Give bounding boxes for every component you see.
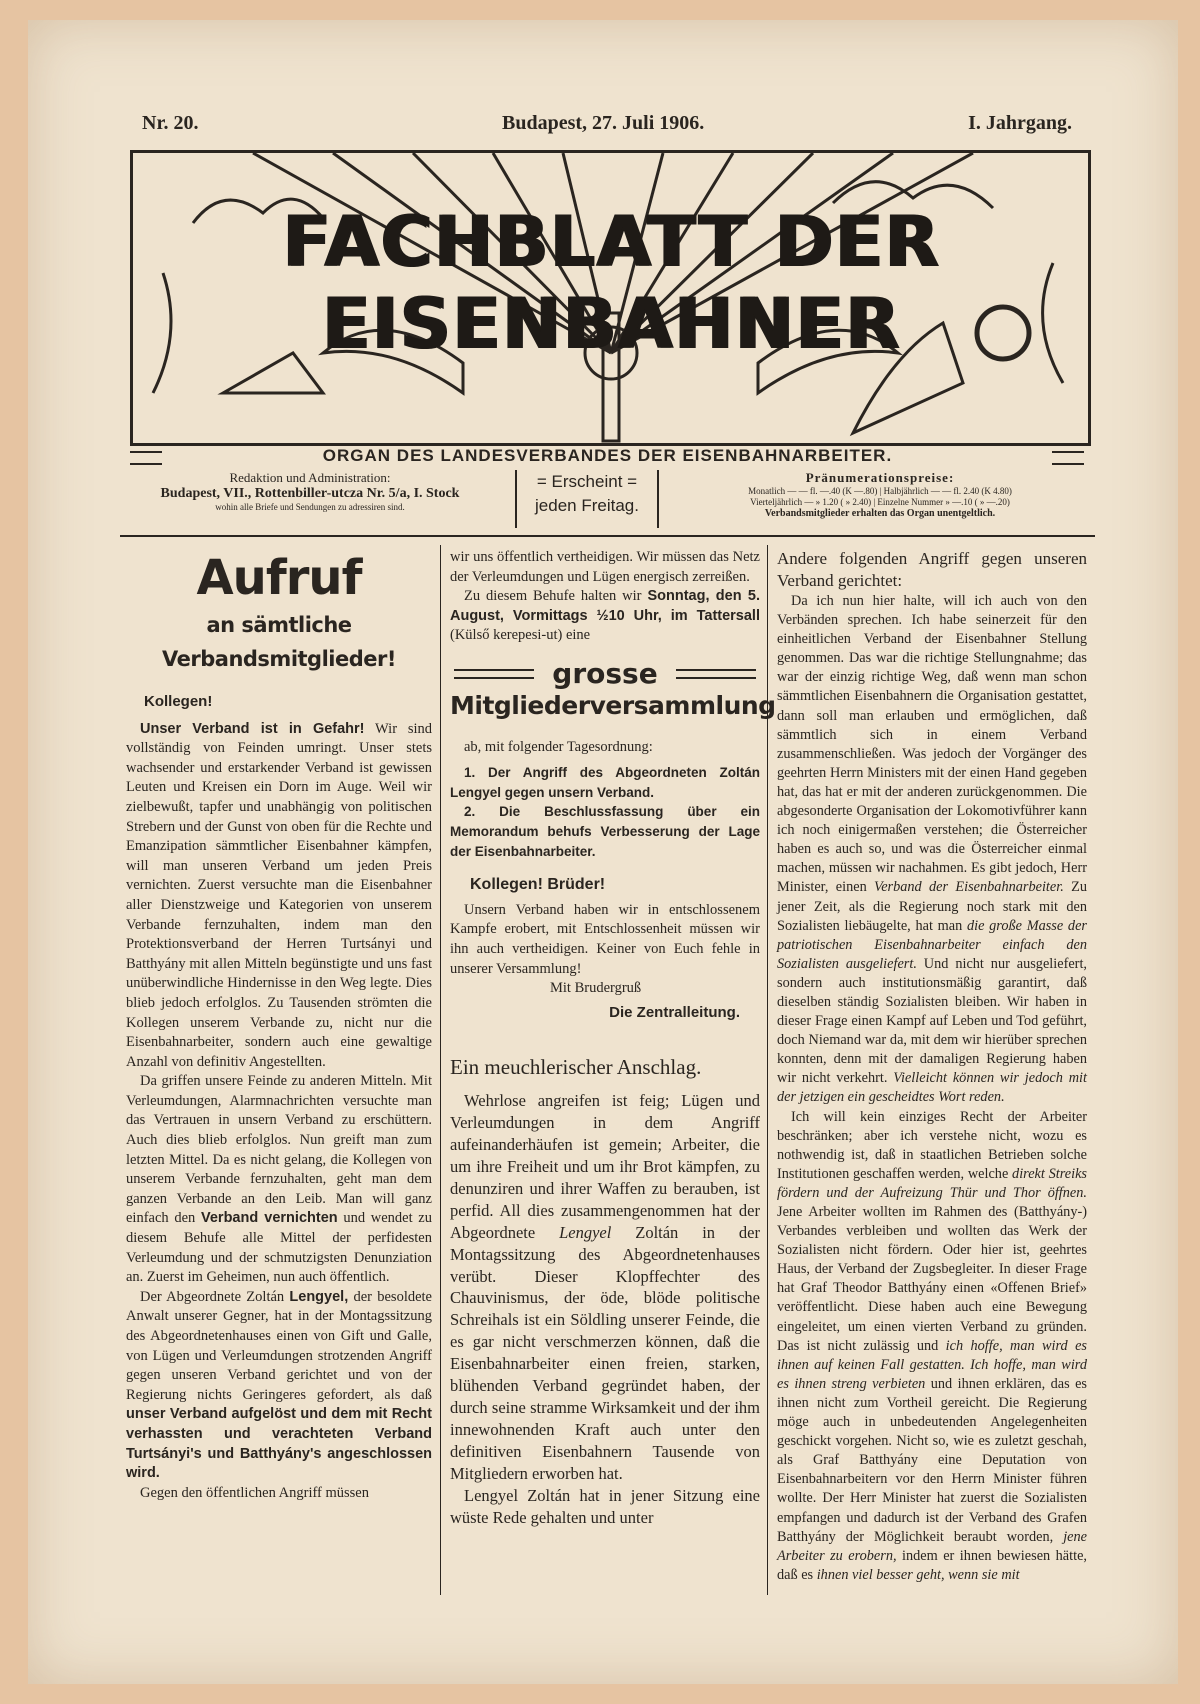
italic-run: Vielleicht können wir jedoch mit der jetzigen ein gescheidtes Wort reden. bbox=[777, 1070, 1088, 1106]
rule-ornament bbox=[454, 669, 534, 679]
paragraph: Andere folgenden Angriff gegen unseren Verband gerichtet: bbox=[777, 549, 1087, 590]
freitag-label: jeden Freitag. bbox=[535, 496, 639, 515]
text-run: Wehrlose angreifen ist feig; Lügen und Verleumdungen in dem Angriff aufeinanderhäufen ist gemein; Arbeiter, die um ihre Freiheit und um ihr Brot kämpfen, zu denunziren und ihrer Waffen zu berauben, ist perfid. All dies zusammengenommen hat der Abgeordnete bbox=[450, 1091, 760, 1242]
grosse-heading bbox=[450, 656, 760, 690]
article-title: Ein meuchlerischer Anschlag. bbox=[450, 1055, 702, 1080]
address-note: wohin alle Briefe und Sendungen zu adressiren sind. bbox=[215, 502, 405, 512]
paragraph bbox=[450, 587, 760, 646]
paragraph bbox=[777, 592, 1087, 1108]
paragraph bbox=[450, 1090, 760, 1484]
text-run: (Külső kerepesi-ut) eine bbox=[450, 627, 591, 644]
text-run: Wir sind vollständig von Feinden umringt. Unser stets wachsender und erstarkender Verband ist gewissen Leuten und Kreisen ein Dorn im Auge. Weil wir zielbewußt, tapfer und unabhängig von politischen Strebern und der Gunst von oben für die Rechte und Emanzipation sämmtlicher Eisenbahner kämpfen, will man unseren Verband um jeden Preis vernichten. Zuerst versuchte man die Eisenbahner aller Dienstzweige und Kategorien von unserem Verbande fernzuhalten, indem man den Protektionsverband der Herren Turtsányi und Batthyány mit allen Mitteln begünstigte und uns fast unüberwindliche Hindernisse in den Weg legte. Dies blieb jedoch erfolglos. Zu Tausenden strömten die Kollegen unserem Verbande zu, nicht nur die Eisenbahnarbeiter, sondern auch eine gewaltige Anzahl von definitiv Angestellten. bbox=[126, 720, 432, 1070]
text-run: Ich will kein einziges Recht der Arbeiter beschränken; aber ich verstehe nicht, wozu es nothwendig ist, daß in staatlichen Betrieben solche Institutionen geschaffen werden, welche bbox=[777, 1108, 1087, 1182]
bold-run: Unser Verband ist in Gefahr! bbox=[140, 720, 365, 737]
italic-run: jene Arbeiter zu erobern, bbox=[777, 1528, 1087, 1564]
masthead-banner bbox=[130, 150, 1091, 446]
paragraph: wir uns öffentlich vertheidigen. Wir müssen das Netz der Verleumdungen und Lügen energisch zerreißen. bbox=[450, 549, 760, 585]
text-run: und ihnen erklären, das es ihnen nicht zum Vortheil gereicht. Die Regierung möge auch in unbedeutenden Angelegenheiten geschickt vorgehen. Nicht so, wie es zuletzt geschah, als Graf Batthyány eine Deputation von Eisenbahnarbeitern vor den Herrn Minister führen wollte. Der Herr Minister hat zuerst die Sozialisten empfangen und dadurch ist der Verband des Grafen Batthyány der Möglichkeit beraubt worden, bbox=[777, 1375, 1087, 1545]
italic-run: die große Masse der patriotischen Eisenbahnarbeiter einfach den Sozialisten ausgeliefert. bbox=[777, 917, 1087, 972]
aufruf-subtitle: an sämtliche Verbandsmitglieder! bbox=[162, 613, 396, 671]
paragraph: Gegen den öffentlichen Angriff müssen bbox=[140, 1484, 369, 1501]
erscheint-label: = Erscheint = bbox=[536, 472, 638, 491]
column-2 bbox=[450, 548, 776, 1528]
versammlung-heading: Mitgliederversammlung bbox=[450, 690, 776, 720]
prices-row-2: Vierteljährlich — » 1.20 ( » 2.40) | Einzelne Nummer » —.10 ( » —.20) bbox=[750, 497, 1010, 507]
agenda-intro: ab, mit folgender Tagesordnung: bbox=[464, 738, 653, 755]
editorial-address bbox=[120, 470, 500, 512]
rule-ornament bbox=[676, 669, 756, 679]
signature: Die Zentralleitung. bbox=[609, 1003, 740, 1021]
text-run: Jene Arbeiter wollten im Rahmen des (Batthyány-) Verbandes verbleiben und wollten das Werk der Sozialisten nicht fördern. Oder hier ist, geehrtes Haus, der Verband der Zugsbegleiter. In dieser Frage hat Graf Theodor Batthyány einen «Offenen Brief» veröffentlicht. Diese haben auch eine Bewegung eingeleitet, um einen vierten Verband zu gründen. Das ist nicht zulässig und bbox=[777, 1204, 1087, 1354]
info-bar bbox=[120, 470, 1095, 530]
text-run: Zu jener Zeit, als die Regierung noch stark mit den Sozialisten liebäugelte, hat man bbox=[777, 879, 1087, 934]
paragraph bbox=[126, 1288, 432, 1484]
prices-title: Pränumerationspreise: bbox=[805, 470, 955, 485]
article-body bbox=[450, 1090, 760, 1528]
italic-run: ich hoffe, man wird es ihnen auf keinen Fall gestatten. Ich hoffe, man wird es ihnen streng verbieten bbox=[777, 1337, 1087, 1392]
text-run: indem er ihnen bewiesen hätte, daß es bbox=[777, 1547, 1087, 1583]
text-run: Zu diesem Behufe halten wir bbox=[464, 588, 648, 605]
text-run: der besoldete Anwalt unserer Gegner, hat in der Montagssitzung des Abgeordnetenhauses einen von Gift und Galle, von Lügen und Verleumdungen strotzenden Angriff gegen unseren Verband gerichtet und von der Regierung nichts Geringeres gefordert, als daß bbox=[126, 1288, 432, 1403]
text-run: Zoltán in der Montagssitzung des Abgeordnetenhauses verübt. Dieser Klopffechter des Chauvinismus, der öde, blöde politische Schreihals ist ein Söldling unserer Feinde, die es gar nicht verschmerzen können, daß die Eisenbahnarbeiter einen freien, starken, blühenden Verband gegründet haben, der durch seine stramme Wirksamkeit und der ihm innewohnenden Kraft auch unter den definitiven Eisenbahnern Tausende von Mitgliedern erworben hat. bbox=[450, 1222, 760, 1483]
italic-run: Verband der Eisenbahnarbeiter. bbox=[874, 879, 1064, 896]
italic-run: direkt Streiks fördern und der Aufreizung Thür und Thor öffnen. bbox=[777, 1165, 1087, 1201]
paragraph bbox=[126, 1072, 432, 1288]
paragraph bbox=[777, 1108, 1087, 1585]
year-volume: I. Jahrgang. bbox=[968, 112, 1072, 134]
text-run: Da ich nun hier halte, will ich auch von den Verbänden sprechen. Ich habe seinerzeit für den einheitlichen Verband der Eisenbahner Stellung genommen. Das war die richtige Stellungnahme; das war der einzig richtige Weg, daß wenn man schon sämmtlichen Eisenbahnern die Organisation gestattet, dann soll man erlauben und ermöglichen, daß sämmtlich sich in einem Verband zusammenschließen. Was jedoch der Vorgänger des geehrten Herrn Ministers mit der einen Hand gegeben hat, das hat er mit der anderen zurückgenommen. Die abgesonderte Organisation der Lokomotivführer kann ich noch einigermaßen verstehen; die Österreicher haben es auch so, und was die Österreicher einmal machen, müssen wir nachahmen. Es gibt jedoch, Herr Minister, einen bbox=[777, 593, 1087, 896]
italic-run: ihnen viel besser geht, wenn sie mit bbox=[816, 1566, 1020, 1583]
text-run: Da griffen unsere Feinde zu anderen Mitteln. Mit Verleumdungen, Alarmnachrichten versuchte man das Vertrauen in unsern Verband zu erschüttern. Auch dies blieb erfolglos. Nun greift man zum letzten Mittel. Da es nicht gelang, die Kollegen von unserem Verbande fernzuhalten, geht man dem ganzen Verbande an den Leib. Man will ganz einfach den bbox=[126, 1073, 432, 1227]
agenda-item-2: 2. Die Beschlussfassung über ein Memorandum behufs Verbesserung der Lage der Eisenbahnarbeiter. bbox=[450, 804, 760, 859]
italic-run: Lengyel bbox=[559, 1222, 612, 1242]
newspaper-title: FACHBLATT DER EISENBAHNER bbox=[281, 201, 940, 365]
paragraph: Lengyel Zoltán hat in jener Sitzung eine wüste Rede gehalten und unter bbox=[450, 1485, 760, 1527]
issue-header bbox=[142, 112, 1072, 142]
grosse-label: grosse bbox=[552, 656, 658, 690]
paragraph: Unsern Verband haben wir in entschlossenem Kampfe erobert, mit Entschlossenheit müssen wir ihn auch vertheidigen. Keiner von Euch fehle in unserer Versammlung! bbox=[450, 901, 760, 977]
header-rule bbox=[120, 535, 1095, 537]
column-3 bbox=[777, 548, 1087, 1585]
agenda-item-1: 1. Der Angriff des Abgeordneten Zoltán Lengyel gegen unsern Verband. bbox=[450, 765, 760, 800]
members-note: Verbandsmitglieder erhalten das Organ unentgeltlich. bbox=[764, 508, 996, 519]
bold-run: Verband vernichten bbox=[200, 1210, 338, 1227]
brueder-heading: Kollegen! Brüder! bbox=[470, 876, 606, 894]
paragraph bbox=[126, 720, 432, 1073]
prices-row-1: Monatlich — — fl. —.40 (K —.80) | Halbjährlich — — fl. 2.40 (K 4.80) bbox=[748, 486, 1012, 496]
subscription-prices bbox=[665, 470, 1095, 519]
text-run: Der Abgeordnete Zoltán bbox=[140, 1288, 290, 1305]
place-date: Budapest, 27. Juli 1906. bbox=[502, 112, 705, 134]
column-1 bbox=[126, 548, 432, 1503]
aufruf-title: Aufruf bbox=[196, 550, 362, 606]
greeting-close: Mit Brudergruß bbox=[550, 980, 642, 997]
column-divider-1 bbox=[440, 545, 441, 1595]
greeting: Kollegen! bbox=[144, 693, 213, 710]
address-line: Budapest, VII., Rottenbiller-utcza Nr. 5/a, I. Stock bbox=[160, 486, 460, 501]
bold-run: Lengyel, bbox=[289, 1288, 349, 1305]
redaktion-label: Redaktion und Administration: bbox=[229, 470, 391, 485]
publication-frequency bbox=[515, 470, 659, 528]
bold-run: Sonntag, den 5. August, Vormittags ½10 Uhr, im Tattersall bbox=[450, 588, 761, 624]
text-run: und wendet zu diesem Behufe alle Mittel der perfidesten Verleumdung und der schmutzigsten Denunziation an. Zuerst im Geheimen, nun auch öffentlich. bbox=[126, 1210, 432, 1286]
issue-number: Nr. 20. bbox=[142, 112, 199, 134]
text-run: Und nicht nur ausgeliefert, sondern auch institutionsmäßig garantirt, daß dieselben ständig Sozialisten bleiben. Wir haben in dieser Frage einen Kampf auf Leben und Tod geführt, doch Niemand war da, mit dem wir hierüber sprechen konnten, denn mit der damaligen Regierung haben wir nicht verkehrt. bbox=[777, 955, 1087, 1087]
organ-subtitle: ORGAN DES LANDESVERBANDES DER EISENBAHNARBEITER. bbox=[322, 446, 893, 465]
bold-run: unser Verband aufgelöst und dem mit Recht verhassten und verachteten Verband Turtsányi's und Batthyány's angeschlossen wird. bbox=[126, 1406, 432, 1482]
